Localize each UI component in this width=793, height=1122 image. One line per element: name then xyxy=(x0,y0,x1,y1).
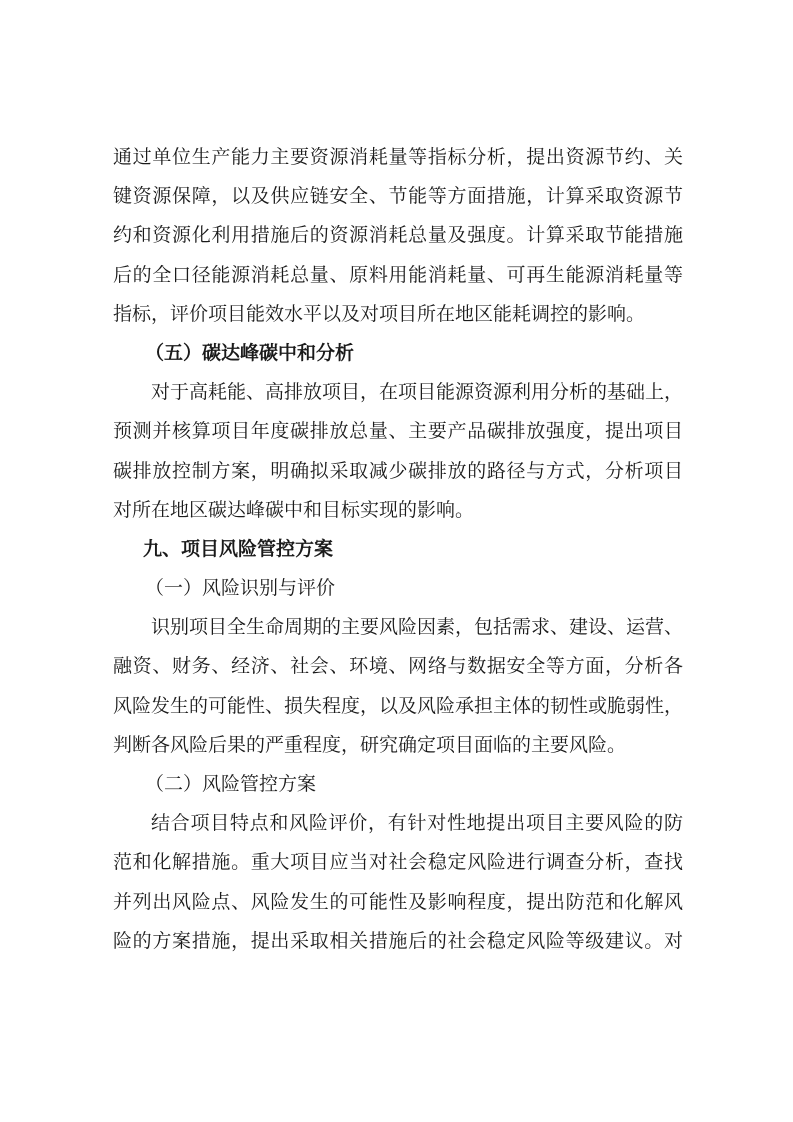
paragraph-line: 风险发生的可能性、损失程度，以及风险承担主体的韧性或脆弱性， xyxy=(113,694,684,717)
section-heading: （五）碳达峰碳中和分析 xyxy=(145,341,355,364)
paragraph-line: 融资、财务、经济、社会、环境、网络与数据安全等方面，分析各 xyxy=(113,655,683,678)
paragraph-line: 对所在地区碳达峰碳中和目标实现的影响。 xyxy=(113,498,475,521)
paragraph-line: 结合项目特点和风险评价，有针对性地提出项目主要风险的防 xyxy=(151,812,683,835)
paragraph-line: 并列出风险点、风险发生的可能性及影响程度，提出防范和化解风 xyxy=(113,890,683,913)
paragraph-line: 后的全口径能源消耗总量、原料用能消耗量、可再生能源消耗量等 xyxy=(113,263,683,286)
paragraph-line: 碳排放控制方案，明确拟采取减少碳排放的路径与方式，分析项目 xyxy=(113,459,683,482)
paragraph-line: 预测并核算项目年度碳排放总量、主要产品碳排放强度，提出项目 xyxy=(113,420,683,443)
section-heading: （一）风险识别与评价 xyxy=(145,577,336,600)
paragraph-line: 通过单位生产能力主要资源消耗量等指标分析，提出资源节约、关 xyxy=(113,146,683,168)
paragraph-line: 指标，评价项目能效水平以及对项目所在地区能耗调控的影响。 xyxy=(113,302,646,325)
paragraph-line: 约和资源化利用措施后的资源消耗总量及强度。计算采取节能措施 xyxy=(113,224,683,247)
paragraph-line: 识别项目全生命周期的主要风险因素，包括需求、建设、运营、 xyxy=(151,616,684,639)
paragraph-line: 范和化解措施。重大项目应当对社会稳定风险进行调查分析，查找 xyxy=(113,851,683,874)
document-body xyxy=(113,138,683,961)
paragraph-line: 对于高耗能、高排放项目，在项目能源资源利用分析的基础上， xyxy=(151,381,684,404)
paragraph-line: 判断各风险后果的严重程度，研究确定项目面临的主要风险。 xyxy=(113,733,627,756)
paragraph-line: 险的方案措施，提出采取相关措施后的社会稳定风险等级建议。对 xyxy=(113,929,683,952)
section-heading: （二）风险管控方案 xyxy=(145,773,317,795)
chapter-heading: 九、项目风险管控方案 xyxy=(143,537,334,560)
paragraph-line: 键资源保障，以及供应链安全、节能等方面措施，计算采取资源节 xyxy=(113,185,683,208)
